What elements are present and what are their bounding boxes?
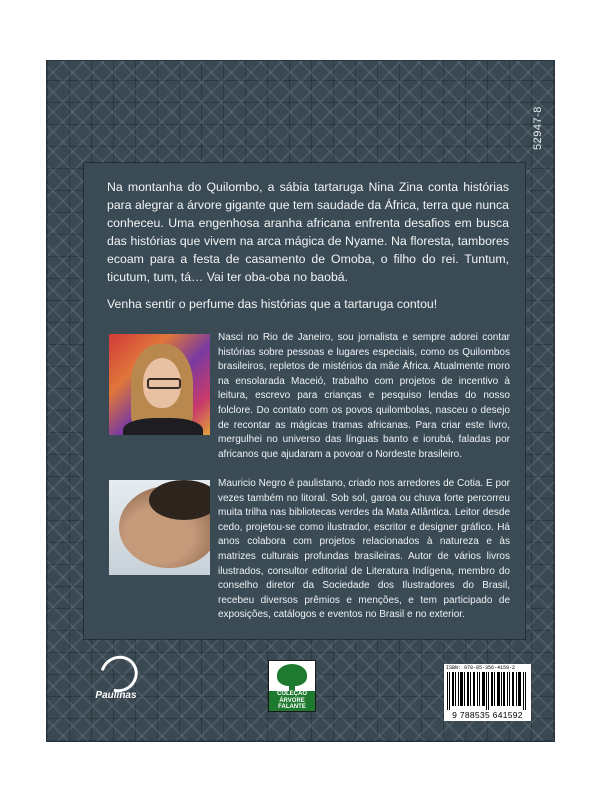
tree-trunk bbox=[289, 683, 295, 691]
paulinas-logo-icon bbox=[86, 656, 146, 710]
author-photo bbox=[109, 334, 210, 435]
author-glasses bbox=[147, 378, 181, 389]
synopsis-paragraph-2: Venha sentir o perfume das histórias que a tartaruga contou! bbox=[107, 296, 438, 311]
barcode bbox=[444, 664, 531, 721]
spine-code: 52947-8 bbox=[532, 106, 544, 150]
barcode-number: 9 788535 641592 bbox=[452, 710, 523, 720]
series-logo bbox=[268, 660, 316, 712]
author-shirt bbox=[123, 418, 203, 435]
author-bio: Nasci no Rio de Janeiro, sou jornalista e sempre adorei contar histórias sobre pessoas e lugares especiais, como os Quilombos brasileiros, repletos de mistérios da mãe África. Atualmente moro na ensolarada Maceió, trabalho com projetos de incentivo à leitura, escrevo para crianças e pesquiso lendas do nosso folclore. Do contato com os povos quilombolas, nasceu o desejo de recontar as mágicas tramas africanas. Para criar este livro, mergulhei no universo das línguas banto e iorubá, faladas por africanos que ajudaram a povoar o Nordeste brasileiro. bbox=[218, 332, 510, 460]
series-line-2: ÁRVORE bbox=[279, 697, 305, 704]
synopsis bbox=[107, 178, 509, 321]
publisher-name: Paulinas bbox=[95, 690, 137, 701]
series-line-3: FALANTE bbox=[278, 704, 306, 710]
series-name bbox=[269, 691, 315, 711]
illustrator-bio: Mauricio Negro é paulistano, criado nos arredores de Cotia. E por vezes também no litoral. Sob sol, garoa ou chuva forte percorreu muita trilha nas bibliotecas verdes da Mata Atlântica. Leitor desde cedo, projetou-se como ilustrador, escritor e designer gráfico. Há anos colabora com projetos relacionados à natureza e às matrizes culturais profundas brasileiras. Autor de vários livros ilustrados, consultor editorial de Literatura Indígena, membro do conselho diretor da Sociedade dos Ilustradores do Brasil, recebeu diversos prêmios e menções, e tem participado de exposições, catálogos e eventos no Brasil e no exterior. bbox=[218, 478, 510, 621]
synopsis-paragraph-1: Na montanha do Quilombo, a sábia tartaruga Nina Zina conta histórias para alegrar a árvore gigante que tem saudade da África, terra que nunca conheceu. Uma engenhosa aranha africana enfrenta desafios em busca das histórias que vivem na arca mágica de Nyame. Na floresta, tambores ecoam para a festa de casamento de Omoba, o filho do rei. Tuntum, ticutum, tum, tá… Vai ter oba-oba no baobá. bbox=[107, 180, 509, 285]
isbn-label: ISBN: 978-85-356-4159-2 bbox=[446, 665, 516, 671]
illustrator-photo bbox=[109, 480, 210, 575]
barcode-bars-icon bbox=[447, 672, 528, 710]
series-line-1: COLEÇÃO bbox=[277, 691, 307, 697]
illustrator-hair bbox=[149, 480, 210, 520]
